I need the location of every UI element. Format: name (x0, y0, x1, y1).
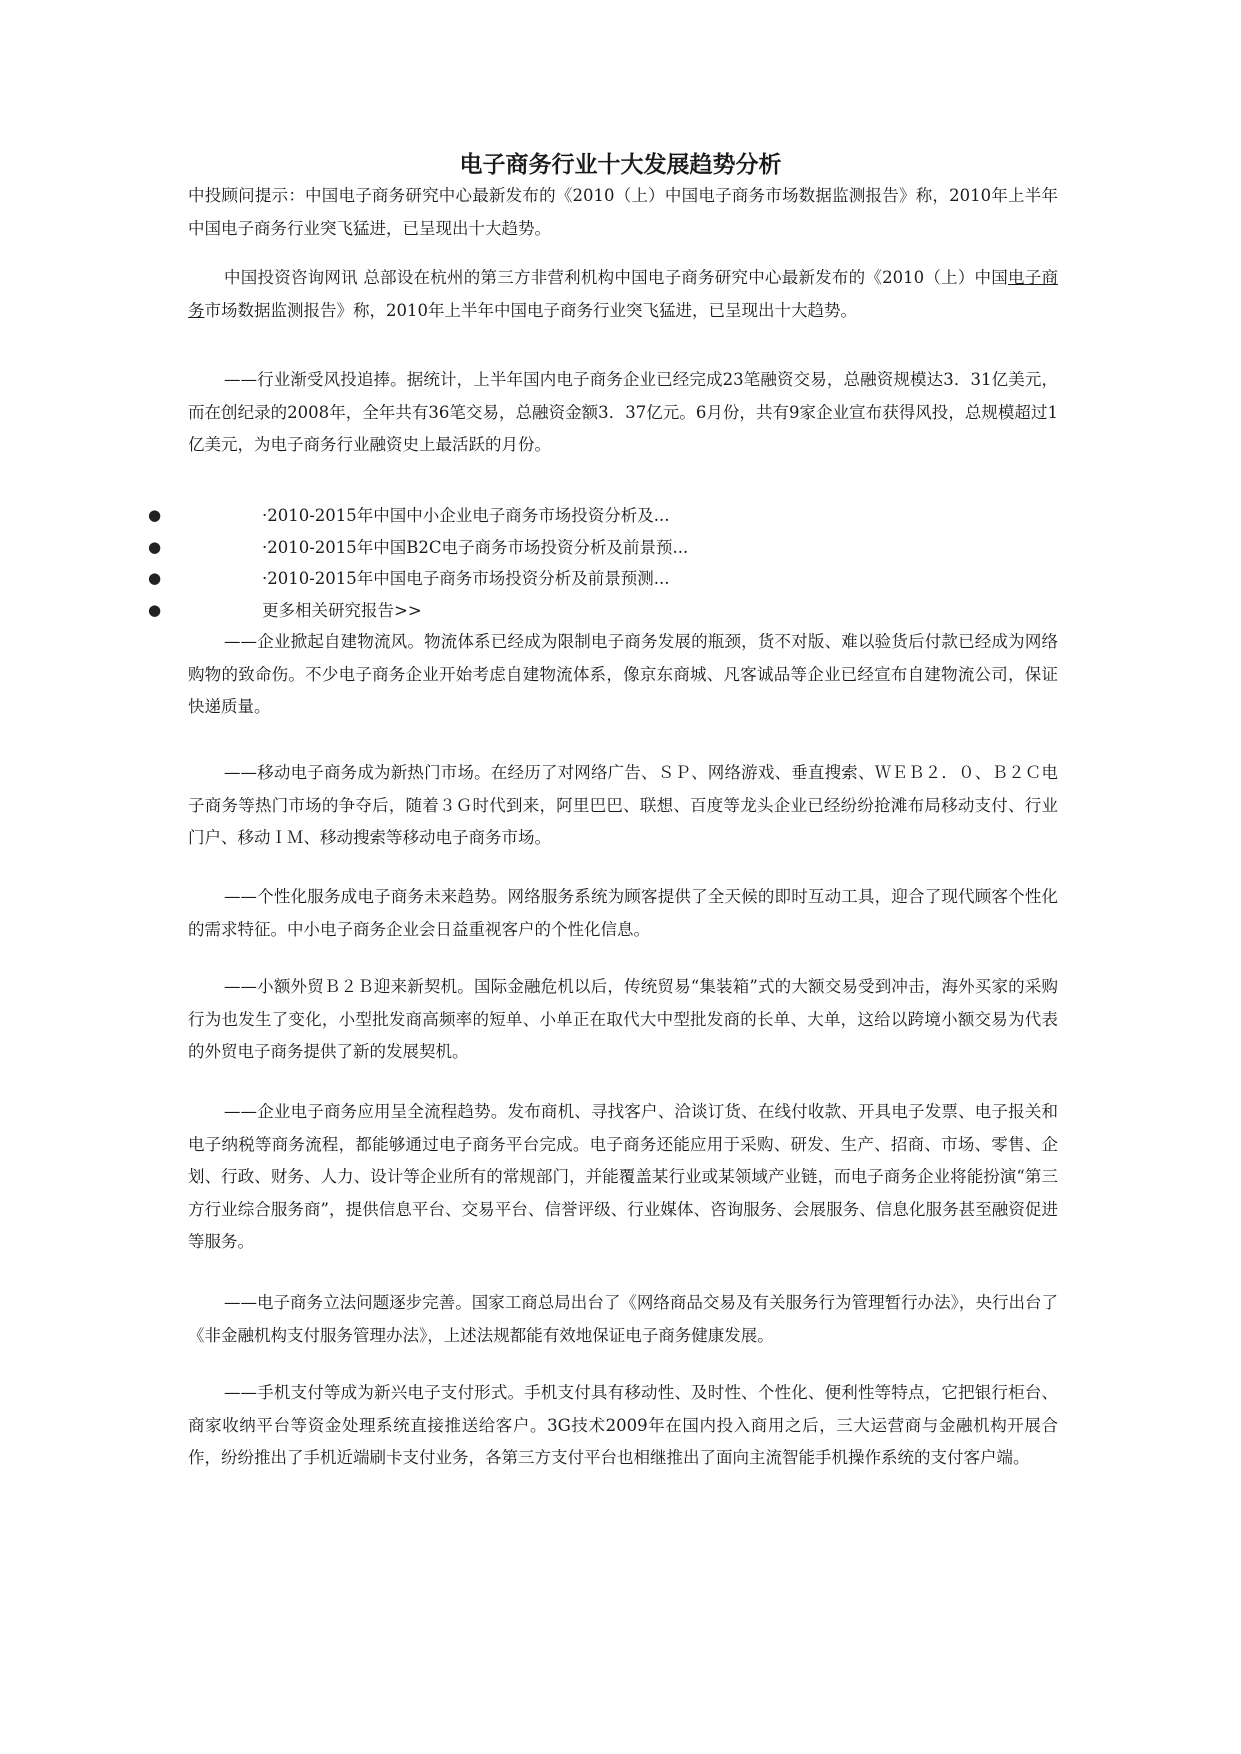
paragraph-mobile-commerce: ——移动电子商务成为新热门市场。在经历了对网络广告、ＳＰ、网络游戏、垂直搜索、ＷＥＢ２．０、Ｂ２Ｃ电子商务等热门市场的争夺后，随着３Ｇ时代到来，阿里巴巴、联想、百度等龙头企业已经纷纷抢滩布局移动支付、行业门户、移动ＩＭ、移动搜索等移动电子商务市场。 (188, 763, 1058, 847)
list-item (0, 595, 1241, 627)
list-item (0, 500, 1241, 532)
paragraph-small-b2b: ——小额外贸Ｂ２Ｂ迎来新契机。国际金融危机以后，传统贸易“集装箱”式的大额交易受到冲击，海外买家的采购行为也发生了变化，小型批发商高频率的短单、小单正在取代大中型批发商的长单、大单，这给以跨境小额交易为代表的外贸电子商务提供了新的发展契机。 (188, 977, 1058, 1061)
related-report-link[interactable]: ·2010-2015年中国电子商务市场投资分析及前景预测... (262, 569, 670, 588)
bullet-icon: ● (148, 506, 162, 524)
paragraph-logistics: ——企业掀起自建物流风。物流体系已经成为限制电子商务发展的瓶颈，货不对版、难以验货后付款已经成为网络购物的致命伤。不少电子商务企业开始考虑自建物流体系，像京东商城、凡客诚品等企业已经宣布自建物流公司，保证快递质量。 (188, 632, 1058, 716)
more-reports-link[interactable]: 更多相关研究报告>> (262, 600, 422, 620)
bullet-icon: ● (148, 600, 162, 619)
intro-paragraph: 中投顾问提示：中国电子商务研究中心最新发布的《2010（上）中国电子商务市场数据监测报告》称，2010年上半年中国电子商务行业突飞猛进，已呈现出十大趋势。 (188, 186, 1058, 238)
list-item (0, 532, 1241, 564)
related-report-link[interactable]: ·2010-2015年中国B2C电子商务市场投资分析及前景预... (262, 537, 689, 557)
paragraph-mobile-payment: ——手机支付等成为新兴电子支付形式。手机支付具有移动性、及时性、个性化、便利性等特点，它把银行柜台、商家收纳平台等资金处理系统直接推送给客户。3G技术2009年在国内投入商用之后，三大运营商与金融机构开展合作，纷纷推出了手机近端刷卡支付业务，各第三方支付平台也相继推出了面向主流智能手机操作系统的支付客户端。 (188, 1383, 1058, 1467)
paragraph-legislation: ——电子商务立法问题逐步完善。国家工商总局出台了《网络商品交易及有关服务行为管理暂行办法》，央行出台了《非金融机构支付服务管理办法》，上述法规都能有效地保证电子商务健康发展。 (188, 1293, 1058, 1345)
paragraph-personalized-service: ——个性化服务成电子商务未来趋势。网络服务系统为顾客提供了全天候的即时互动工具，迎合了现代顾客个性化的需求特征。中小电子商务企业会日益重视客户的个性化信息。 (188, 887, 1058, 939)
paragraph-full-process: ——企业电子商务应用呈全流程趋势。发布商机、寻找客户、洽谈订货、在线付收款、开具电子发票、电子报关和电子纳税等商务流程，都能够通过电子商务平台完成。电子商务还能应用于采购、研发、生产、招商、市场、零售、企划、行政、财务、人力、设计等企业所有的常规部门，并能覆盖某行业或某领域产业链，而电子商务企业将能扮演“第三方行业综合服务商”，提供信息平台、交易平台、信誉评级、行业媒体、咨询服务、会展服务、信息化服务甚至融资促进等服务。 (188, 1102, 1058, 1251)
paragraph-source-text-after: 市场数据监测报告》称，2010年上半年中国电子商务行业突飞猛进，已呈现出十大趋势。 (204, 300, 857, 320)
list-item (0, 563, 1241, 595)
paragraph-venture-capital: ——行业渐受风投追捧。据统计，上半年国内电子商务企业已经完成23笔融资交易，总融资规模达3．31亿美元，而在创纪录的2008年，全年共有36笔交易，总融资金额3．37亿元。6月份，共有9家企业宣布获得风投，总规模超过1亿美元，为电子商务行业融资史上最活跃的月份。 (188, 370, 1058, 454)
bullet-icon: ● (148, 537, 162, 556)
related-report-link[interactable]: ·2010-2015年中国中小企业电子商务市场投资分析及... (262, 506, 670, 525)
bullet-icon: ● (148, 569, 162, 587)
ecommerce-link[interactable]: 电子商务 (188, 268, 1058, 320)
document-title: 电子商务行业十大发展趋势分析 (459, 151, 782, 178)
paragraph-source-text-before: 中国投资咨询网讯 总部设在杭州的第三方非营利机构中国电子商务研究中心最新发布的《2010（上）中国 (224, 268, 1009, 287)
paragraph-source (188, 262, 1058, 327)
related-reports-list (0, 500, 1241, 626)
